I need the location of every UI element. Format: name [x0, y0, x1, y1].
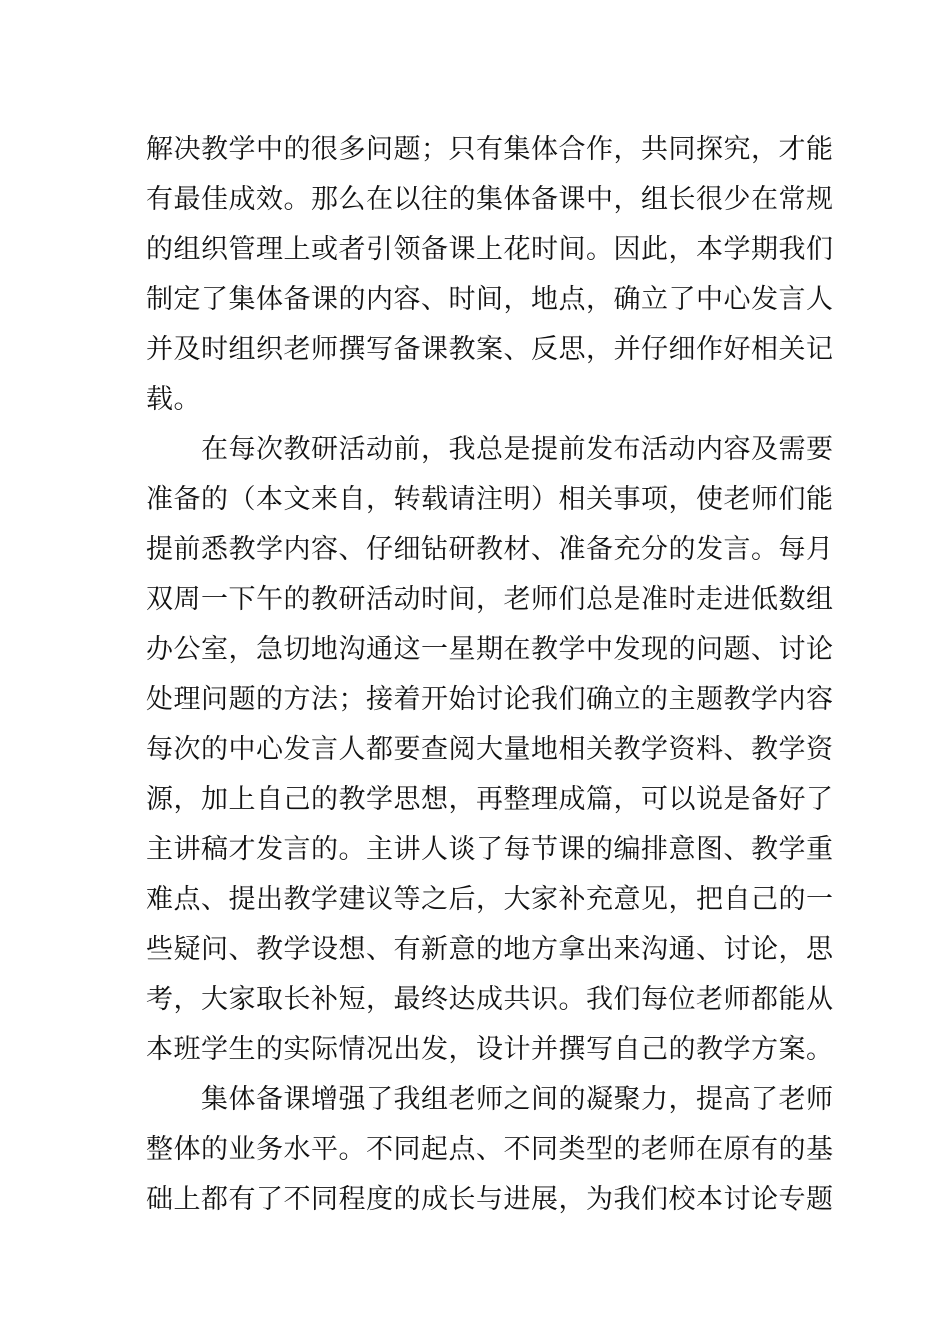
text-line: 本班学生的实际情况出发，设计并撰写自己的教学方案。	[146, 1034, 834, 1065]
text-line: 处理问题的方法；接着开始讨论我们确立的主题教学内容	[146, 684, 834, 715]
text-line: 有最佳成效。那么在以往的集体备课中，组长很少在常规	[146, 184, 834, 215]
body-text	[146, 125, 834, 1225]
text-line: 些疑问、教学设想、有新意的地方拿出来沟通、讨论，思	[146, 934, 834, 965]
text-line: 每次的中心发言人都要查阅大量地相关教学资料、教学资	[146, 734, 834, 765]
text-line: 源，加上自己的教学思想，再整理成篇，可以说是备好了	[146, 784, 834, 815]
text-line: 主讲稿才发言的。主讲人谈了每节课的编排意图、教学重	[146, 834, 834, 865]
text-line: 整体的业务水平。不同起点、不同类型的老师在原有的基	[146, 1134, 834, 1165]
text-line: 考，大家取长补短，最终达成共识。我们每位老师都能从	[146, 984, 834, 1015]
text-line: 解决教学中的很多问题；只有集体合作，共同探究，才能	[146, 134, 834, 165]
text-line: 的组织管理上或者引领备课上花时间。因此，本学期我们	[146, 234, 834, 265]
text-line: 制定了集体备课的内容、时间，地点，确立了中心发言人	[146, 284, 834, 315]
text-line: 并及时组织老师撰写备课教案、反思，并仔细作好相关记	[146, 334, 834, 365]
text-line: 在每次教研活动前，我总是提前发布活动内容及需要	[146, 434, 834, 465]
text-line: 载。	[146, 384, 201, 415]
text-line: 难点、提出教学建议等之后，大家补充意见，把自己的一	[146, 884, 834, 915]
text-line: 础上都有了不同程度的成长与进展，为我们校本讨论专题	[146, 1184, 834, 1215]
text-line: 双周一下午的教研活动时间，老师们总是准时走进低数组	[146, 584, 834, 615]
text-line: 集体备课增强了我组老师之间的凝聚力，提高了老师	[146, 1084, 834, 1115]
text-line: 提前悉教学内容、仔细钻研教材、准备充分的发言。每月	[146, 534, 834, 565]
text-line: 准备的（本文来自，转载请注明）相关事项，使老师们能	[146, 484, 834, 515]
text-line: 办公室，急切地沟通这一星期在教学中发现的问题、讨论	[146, 634, 834, 665]
